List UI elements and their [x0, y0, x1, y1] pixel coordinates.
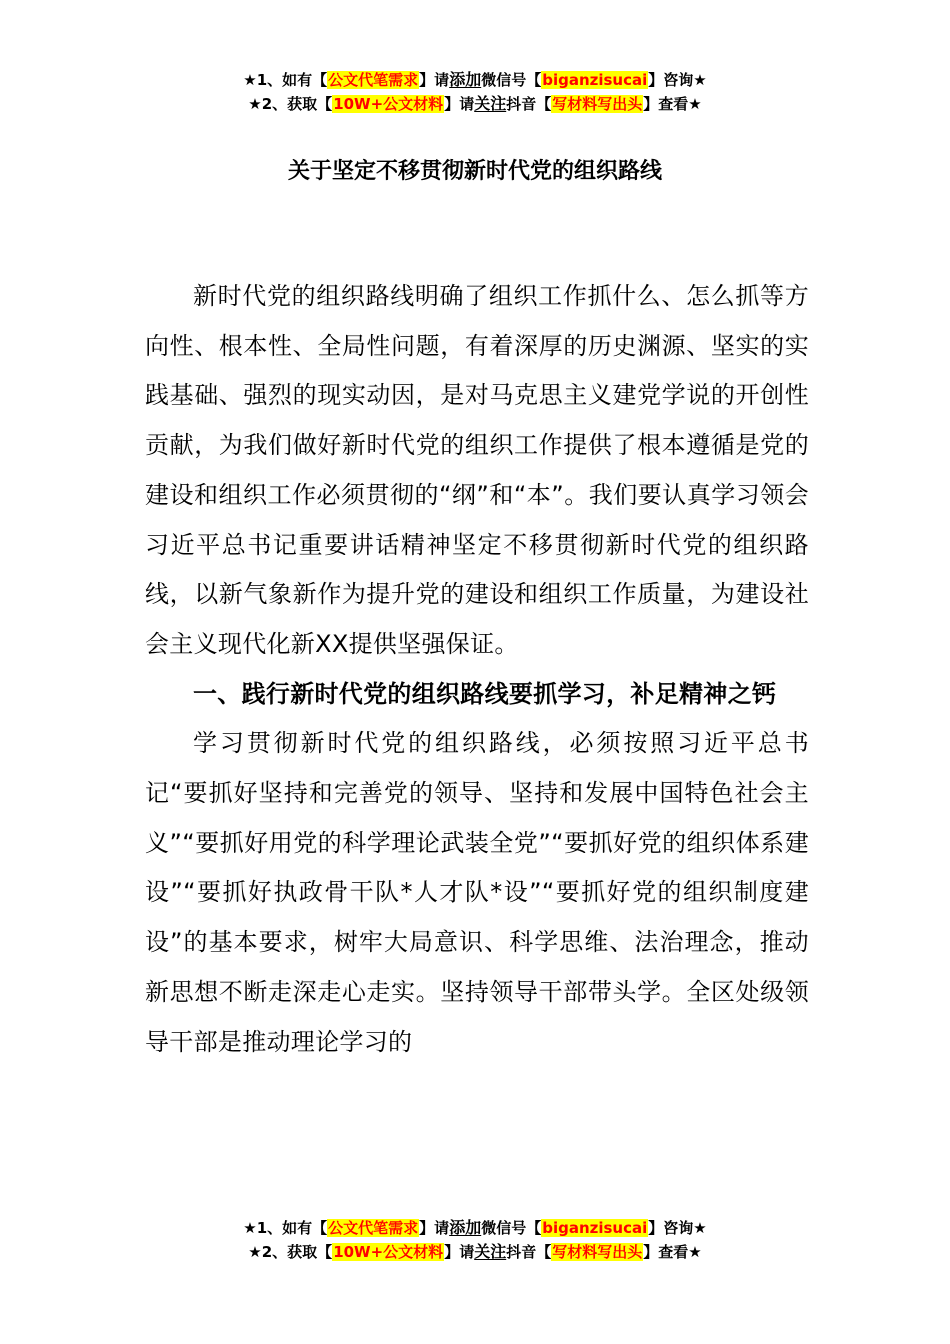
- document-title: 关于坚定不移贯彻新时代党的组织路线: [287, 159, 662, 184]
- intro-paragraph: 新时代党的组织路线明确了组织工作抓什么、怎么抓等方向性、根本性、全局性问题，有着深厚的历史渊源、坚实的实践基础、强烈的现实动因，是对马克思主义建党学说的开创性贡献，为我们做好新时代党的组织工作提供了根本遵循是党的建设和组织工作必须贯彻的“纲”和“本”。我们要认真学习领会习近平总书记重要讲话精神坚定不移贯彻新时代党的组织路线，以新气象新作为提升党的建设和组织工作质量，为建设社会主义现代化新XX提供坚强保证。: [145, 282, 809, 658]
- bottom-promo-banner: [0, 1216, 950, 1264]
- materials-highlight: 10W+公文材料: [333, 1243, 444, 1261]
- promo-line-2: ★2、获取【10W+公文材料】请关注抖音【写材料写出头】查看★: [248, 1242, 702, 1261]
- top-promo-banner: [0, 68, 950, 116]
- document-body: [145, 272, 809, 1067]
- promo-line-1: ★1、如有【公文代笔需求】请添加微信号【biganzisucai】咨询★: [243, 1218, 707, 1237]
- service-highlight: 公文代笔需求: [328, 71, 419, 89]
- promo-line-2: ★2、获取【10W+公文材料】请关注抖音【写材料写出头】查看★: [248, 94, 702, 113]
- follow-emphasis: 关注: [474, 1242, 507, 1261]
- section-heading-1: 一、践行新时代党的组织路线要抓学习，补足精神之钙: [193, 679, 777, 708]
- section-1-paragraph: 学习贯彻新时代党的组织路线，必须按照习近平总书记“要抓好坚持和完善党的领导、坚持和发展中国特色社会主义”“要抓好用党的科学理论武装全党”“要抓好党的组织体系建设”“要抓好执政骨干队*人才队*设”“要抓好党的组织制度建设”的基本要求，树牢大局意识、科学思维、法治理念，推动新思想不断走深走心走实。坚持领导干部带头学。全区处级领导干部是推动理论学习的: [145, 729, 809, 1056]
- add-emphasis: 添加: [449, 70, 482, 89]
- wechat-id-highlight: biganzisucai: [542, 71, 648, 89]
- account-highlight: 写材料写出头: [552, 1243, 643, 1261]
- promo-line-1: ★1、如有【公文代笔需求】请添加微信号【biganzisucai】咨询★: [243, 70, 707, 89]
- add-emphasis: 添加: [449, 1218, 482, 1237]
- service-highlight: 公文代笔需求: [328, 1219, 419, 1237]
- account-highlight: 写材料写出头: [552, 95, 643, 113]
- follow-emphasis: 关注: [474, 94, 507, 113]
- wechat-id-highlight: biganzisucai: [542, 1219, 648, 1237]
- materials-highlight: 10W+公文材料: [333, 95, 444, 113]
